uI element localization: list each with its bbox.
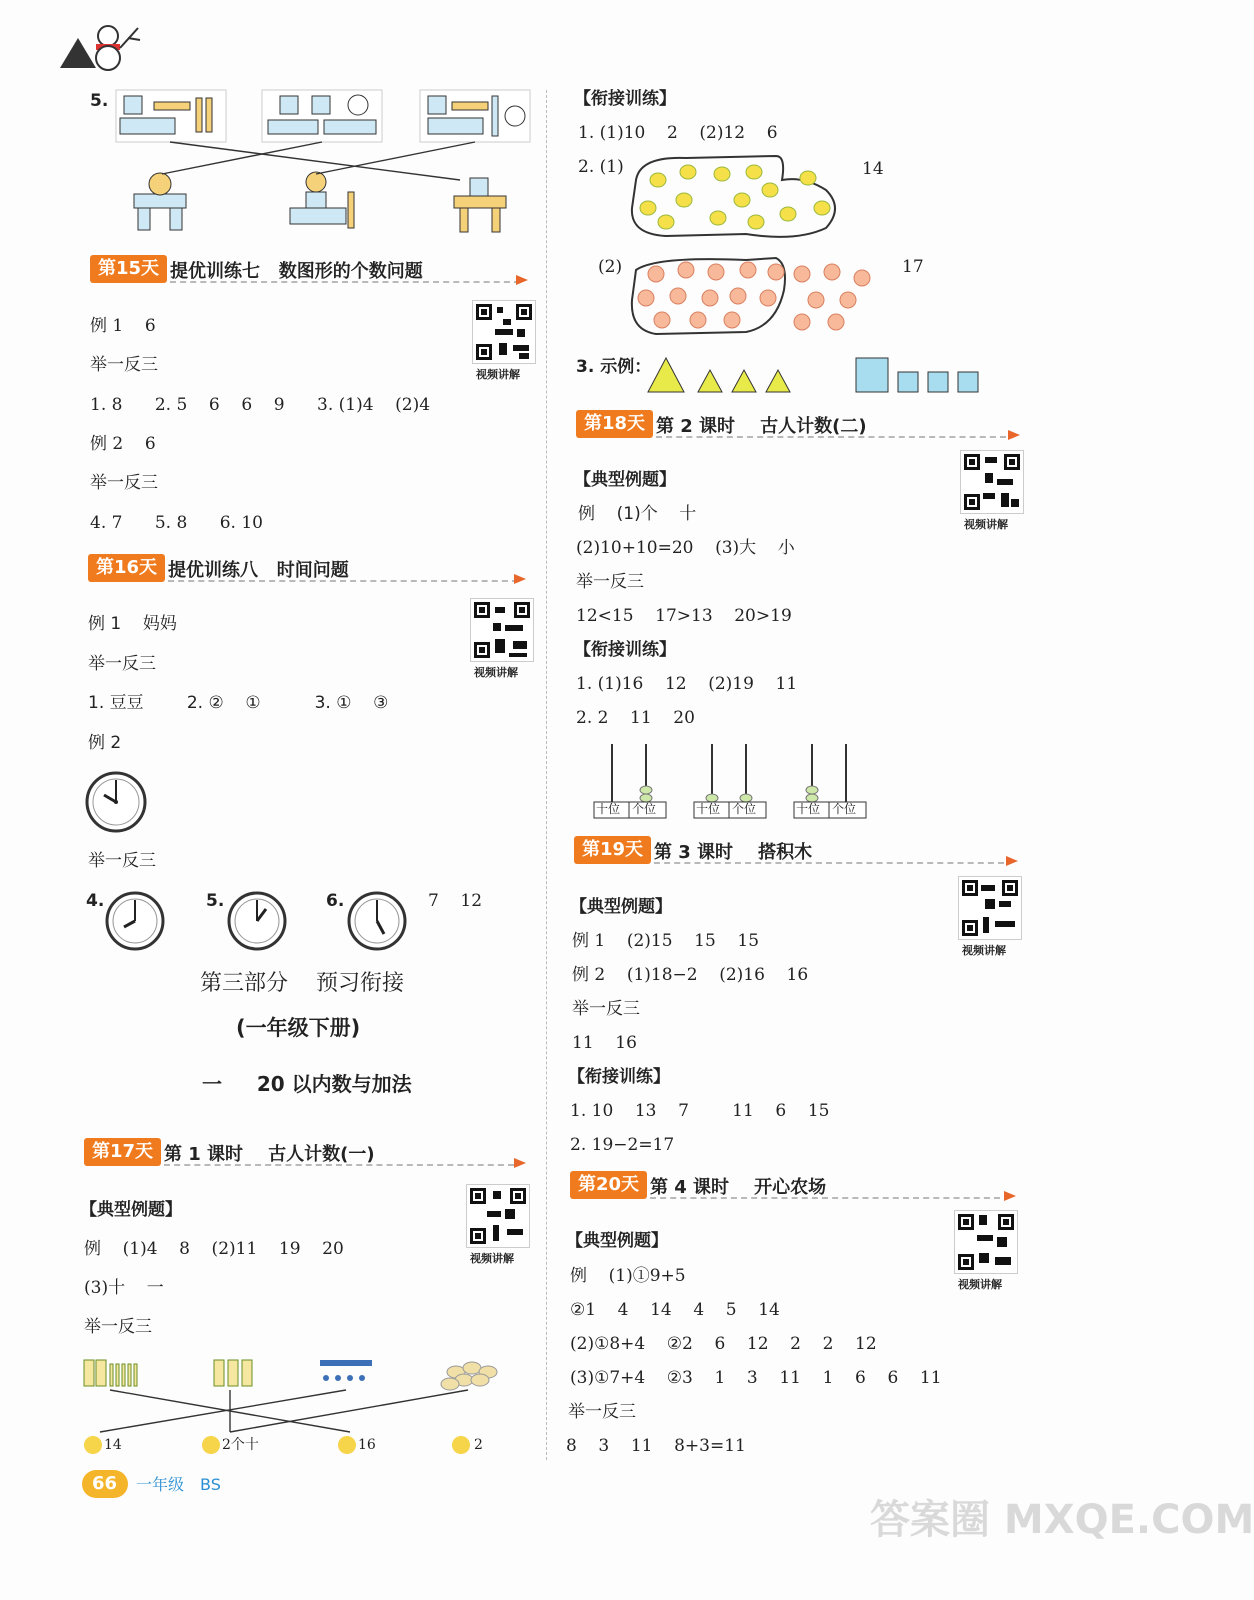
day15-header	[90, 255, 536, 283]
day16-line: 例 1 妈妈	[88, 614, 177, 634]
shapes-example	[646, 354, 986, 394]
clock4	[104, 890, 166, 952]
fruit2-count: 17	[902, 257, 924, 277]
day18-qr-code[interactable]	[960, 450, 1024, 514]
day19-line: 【衔接训练】	[568, 1067, 670, 1087]
match-label: 16	[358, 1437, 376, 1453]
q5-matching-figure	[110, 88, 540, 238]
day18-line: 【典型例题】	[574, 470, 676, 490]
day15-line: 举一反三	[90, 473, 158, 493]
day15-tag: 第15天	[90, 255, 167, 283]
abacus-label-ones: 个位	[832, 802, 857, 816]
day15-qr-code[interactable]	[472, 300, 536, 364]
day16-line: 1. 豆豆 2. ② ① 3. ① ③	[88, 693, 389, 713]
fruit2-label: (2)	[598, 257, 623, 277]
day15-dash	[170, 281, 520, 283]
day20-line: 【典型例题】	[566, 1231, 668, 1251]
day17-header	[84, 1138, 530, 1166]
footer-edition: BS	[200, 1475, 221, 1494]
day18-line: 1. (1)16 12 (2)19 11	[576, 674, 798, 694]
day20-arrow	[1004, 1191, 1016, 1201]
day17-line: 例 (1)4 8 (2)11 19 20	[84, 1239, 344, 1259]
day16-qr-label: 视频讲解	[474, 666, 518, 679]
lemons-figure	[626, 150, 846, 242]
day19-arrow	[1006, 856, 1018, 866]
day19-qr-code[interactable]	[958, 876, 1022, 940]
clock5-label: 5.	[206, 891, 225, 911]
footer-grade: 一年级	[136, 1475, 185, 1494]
bridge1-line: 【衔接训练】	[574, 89, 676, 109]
day15-line: 例 1 6	[90, 316, 156, 336]
clock-answers: 7 12	[428, 891, 483, 911]
day17-arrow	[514, 1158, 526, 1168]
clock4-label: 4.	[86, 891, 105, 911]
day18-line: 2. 2 11 20	[576, 708, 695, 728]
part3-subtitle: (一年级下册)	[236, 1016, 361, 1040]
day19-title: 第 3 课时 搭积木	[654, 842, 813, 863]
day18-line: (2)10+10=20 (3)大 小	[576, 538, 795, 558]
column-divider	[546, 90, 547, 1460]
bridge1-line: 1. (1)10 2 (2)12 6	[578, 123, 778, 143]
day16-qr-code[interactable]	[470, 598, 534, 662]
day18-dash	[656, 436, 1006, 438]
day16-line: 举一反三	[88, 654, 156, 674]
fruit1-count: 14	[862, 159, 884, 179]
day18-title: 第 2 课时 古人计数(二)	[656, 416, 867, 437]
unit-title: 一 20 以内数与加法	[202, 1072, 412, 1096]
abacus-label-tens: 十位	[796, 802, 821, 816]
day18-arrow	[1008, 430, 1020, 440]
day20-dash	[650, 1197, 1000, 1199]
watermark: 答案圈 MXQE.COM	[870, 1497, 1254, 1543]
day17-dash	[164, 1164, 514, 1166]
page-number: 66	[92, 1473, 118, 1494]
abacus-label-ones: 个位	[632, 802, 657, 816]
day20-line: (3)①7+4 ②3 1 3 11 1 6 6 11	[570, 1368, 942, 1388]
day15-qr-label: 视频讲解	[476, 368, 520, 381]
day15-line: 例 2 6	[90, 434, 156, 454]
day19-dash	[654, 862, 1004, 864]
abacus-label-ones: 个位	[732, 802, 757, 816]
day15-arrow	[516, 275, 528, 285]
day17-line: 【典型例题】	[80, 1200, 182, 1220]
sun-icon	[202, 1436, 220, 1454]
day20-header	[570, 1171, 1016, 1199]
day20-qr-label: 视频讲解	[958, 1278, 1002, 1291]
day17-qr-label: 视频讲解	[470, 1252, 514, 1265]
day17-title: 第 1 课时 古人计数(一)	[164, 1144, 375, 1165]
day18-line: 12<15 17>13 20>19	[576, 606, 792, 626]
day19-line: 11 16	[572, 1033, 637, 1053]
day18-qr-label: 视频讲解	[964, 518, 1008, 531]
day19-line: 【典型例题】	[570, 897, 672, 917]
q5-label: 5.	[90, 91, 109, 111]
sun-icon	[84, 1436, 102, 1454]
day20-line: 8 3 11 8+3=11	[566, 1436, 746, 1456]
day18-line: 举一反三	[576, 572, 644, 592]
day17-qr-code[interactable]	[466, 1184, 530, 1248]
sun-icon	[452, 1436, 470, 1454]
day20-tag: 第20天	[570, 1171, 647, 1199]
bridge1-line: 2. (1)	[578, 157, 624, 177]
day19-qr-label: 视频讲解	[962, 944, 1006, 957]
day15-title: 提优训练七 数图形的个数问题	[170, 261, 423, 282]
day15-line: 1. 8 2. 5 6 6 9 3. (1)4 (2)4	[90, 395, 431, 415]
peaches-figure	[626, 250, 888, 342]
day17-line: (3)十 一	[84, 1278, 164, 1298]
day16-arrow	[514, 574, 526, 584]
part3-title: 第三部分 预习衔接	[200, 971, 404, 996]
clock6	[346, 890, 408, 952]
header-decoration	[58, 18, 148, 70]
day19-line: 例 2 (1)18−2 (2)16 16	[572, 965, 809, 985]
sun-icon	[338, 1436, 356, 1454]
day18-tag: 第18天	[576, 410, 653, 438]
day19-line: 举一反三	[572, 999, 640, 1019]
day17-tag: 第17天	[84, 1138, 161, 1166]
clock6-label: 6.	[326, 891, 345, 911]
day16-tag: 第16天	[88, 554, 165, 582]
abacus-label-tens: 十位	[596, 802, 621, 816]
counting-match-figure	[80, 1352, 520, 1434]
day20-qr-code[interactable]	[954, 1210, 1018, 1274]
day19-header	[574, 836, 1020, 864]
match-label: 2	[474, 1437, 483, 1453]
day20-title: 第 4 课时 开心农场	[650, 1177, 827, 1198]
day16-line: 举一反三	[88, 851, 156, 871]
day19-line: 1. 10 13 7 11 6 15	[570, 1101, 830, 1121]
day16-line: 例 2	[88, 733, 122, 753]
day19-line: 例 1 (2)15 15 15	[572, 931, 760, 951]
day19-line: 2. 19−2=17	[570, 1135, 675, 1155]
match-label: 2个十	[222, 1437, 259, 1453]
day20-line: ②1 4 14 4 5 14	[570, 1300, 780, 1320]
day18-line: 【衔接训练】	[574, 640, 676, 660]
day16-dash	[168, 580, 518, 582]
match-label: 14	[104, 1437, 122, 1453]
day20-line: 举一反三	[568, 1402, 636, 1422]
day18-line: 例 (1)个 十	[578, 504, 697, 524]
day16-title: 提优训练八 时间问题	[168, 560, 349, 581]
day20-line: 例 (1)①9+5	[570, 1266, 686, 1286]
abacus-label-tens: 十位	[696, 802, 721, 816]
day18-header	[576, 410, 1022, 438]
day15-line: 4. 7 5. 8 6. 10	[90, 513, 263, 533]
day17-line: 举一反三	[84, 1317, 152, 1337]
day15-line: 举一反三	[90, 355, 158, 375]
q3-label: 3. 示例：	[576, 357, 652, 377]
day20-line: (2)①8+4 ②2 6 12 2 2 12	[570, 1334, 877, 1354]
example2-clock	[84, 770, 148, 834]
clock5	[226, 890, 288, 952]
day16-header	[88, 554, 534, 582]
day19-tag: 第19天	[574, 836, 651, 864]
